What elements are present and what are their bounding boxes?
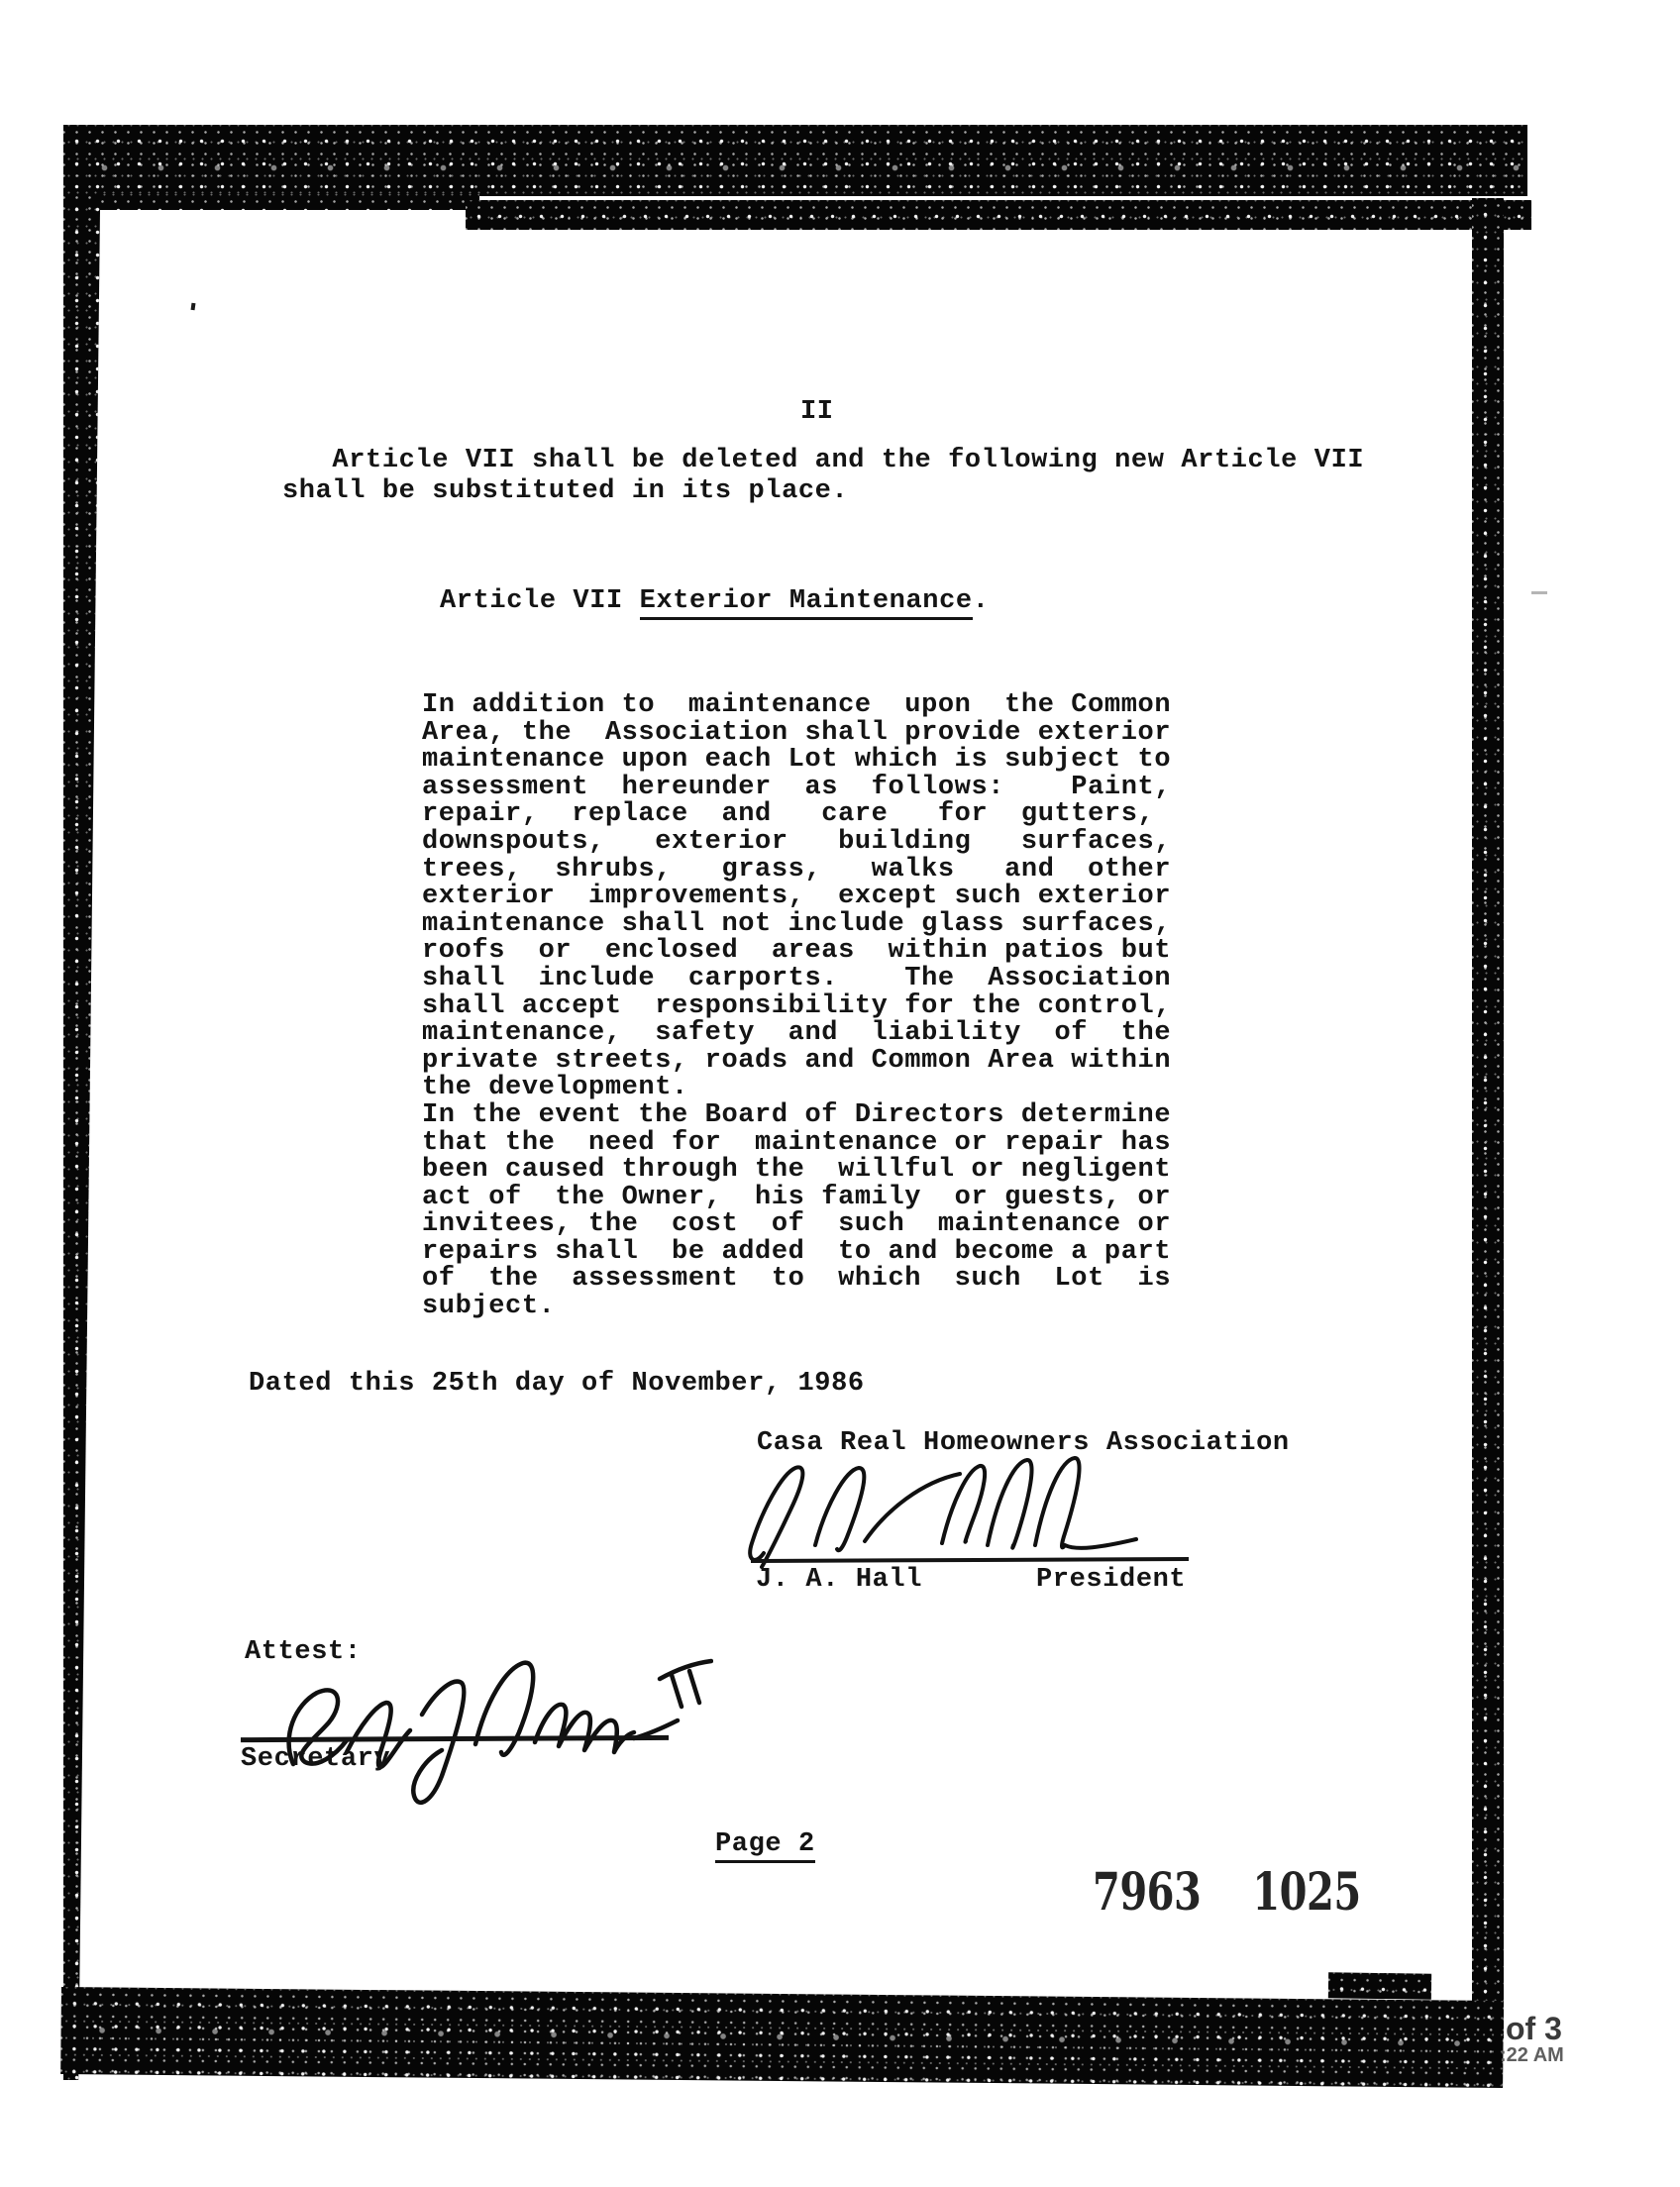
scan-border-right [1472, 198, 1504, 2038]
president-signature [738, 1446, 1164, 1570]
scan-speck [1531, 591, 1547, 594]
scan-border-top-lower [466, 200, 1531, 230]
article-heading-period: . [972, 586, 990, 616]
text-line: maintenance, safety and liability of the [422, 1018, 1172, 1049]
scan-border-left [63, 125, 101, 2080]
text-line: shall accept responsibility for the control, [422, 990, 1172, 1021]
article-heading-underlined: Exterior Maintenance [640, 586, 973, 620]
article-heading [440, 587, 990, 615]
intro-paragraph [282, 446, 1364, 507]
stamp-book-number: 7963 [1093, 1862, 1202, 1924]
page-count-fragment: of 3 [1506, 2011, 1562, 2046]
text-line: downspouts, exterior building surfaces, [422, 826, 1172, 857]
text-line: act of the Owner, his family or guests, or [422, 1182, 1172, 1212]
text-line: invitees, the cost of such maintenance or [422, 1209, 1172, 1240]
text-line: roofs or enclosed areas within patios but [422, 936, 1172, 967]
stamp-page-number: 1025 [1252, 1862, 1361, 1924]
text-line: subject. [422, 1292, 556, 1322]
text-line: repairs shall be added to and become a part [422, 1236, 1172, 1267]
article-heading-prefix: Article VII [440, 586, 640, 616]
text-line: that the need for maintenance or repair has [422, 1127, 1172, 1158]
text-line: Article VII shall be deleted and the following new Article VII [282, 446, 1365, 475]
page-label-text: Page 2 [715, 1829, 815, 1863]
text-line: In the event the Board of Directors determine [422, 1099, 1172, 1130]
text-line: private streets, roads and Common Area within [422, 1045, 1172, 1076]
scan-border-bottom-bump [1328, 1972, 1431, 1999]
secretary-title: Secretary [241, 1744, 391, 1774]
text-line: assessment hereunder as follows: Paint, [422, 772, 1172, 802]
text-line: shall be substituted in its place. [282, 476, 849, 506]
secretary-signature [248, 1649, 713, 1813]
text-line: maintenance upon each Lot which is subject to [422, 745, 1172, 776]
text-line: shall include carports. The Association [422, 963, 1172, 993]
text-line: of the assessment to which such Lot is [422, 1264, 1172, 1295]
scan-speck [191, 303, 196, 310]
text-line: In addition to maintenance upon the Common [422, 690, 1172, 720]
text-line: been caused through the willful or negligent [422, 1155, 1172, 1186]
attest-label: Attest: [245, 1637, 362, 1667]
text-line: Area, the Association shall provide exterior [422, 717, 1172, 748]
organization-name: Casa Real Homeowners Association [757, 1428, 1290, 1458]
recorder-stamp [1093, 1862, 1361, 1923]
president-name: J. A. Hall [756, 1565, 923, 1595]
text-line: exterior improvements, except such exterior [422, 882, 1172, 912]
article-body [422, 692, 1171, 1321]
page-label [715, 1830, 815, 1858]
section-number: II [800, 397, 834, 427]
scan-border-top [63, 125, 1527, 196]
text-line: trees, shrubs, grass, walks and other [422, 854, 1172, 885]
timestamp-fragment: :22 AM [1500, 2044, 1564, 2066]
text-line: repair, replace and care for gutters, [422, 799, 1155, 830]
text-line: the development. [422, 1073, 688, 1103]
president-title: President [1036, 1565, 1187, 1595]
scan-border-bottom [60, 1987, 1504, 2088]
text-line: maintenance shall not include glass surfaces, [422, 908, 1172, 939]
dated-line: Dated this 25th day of November, 1986 [249, 1369, 865, 1399]
scan-border-top-left [63, 194, 479, 210]
